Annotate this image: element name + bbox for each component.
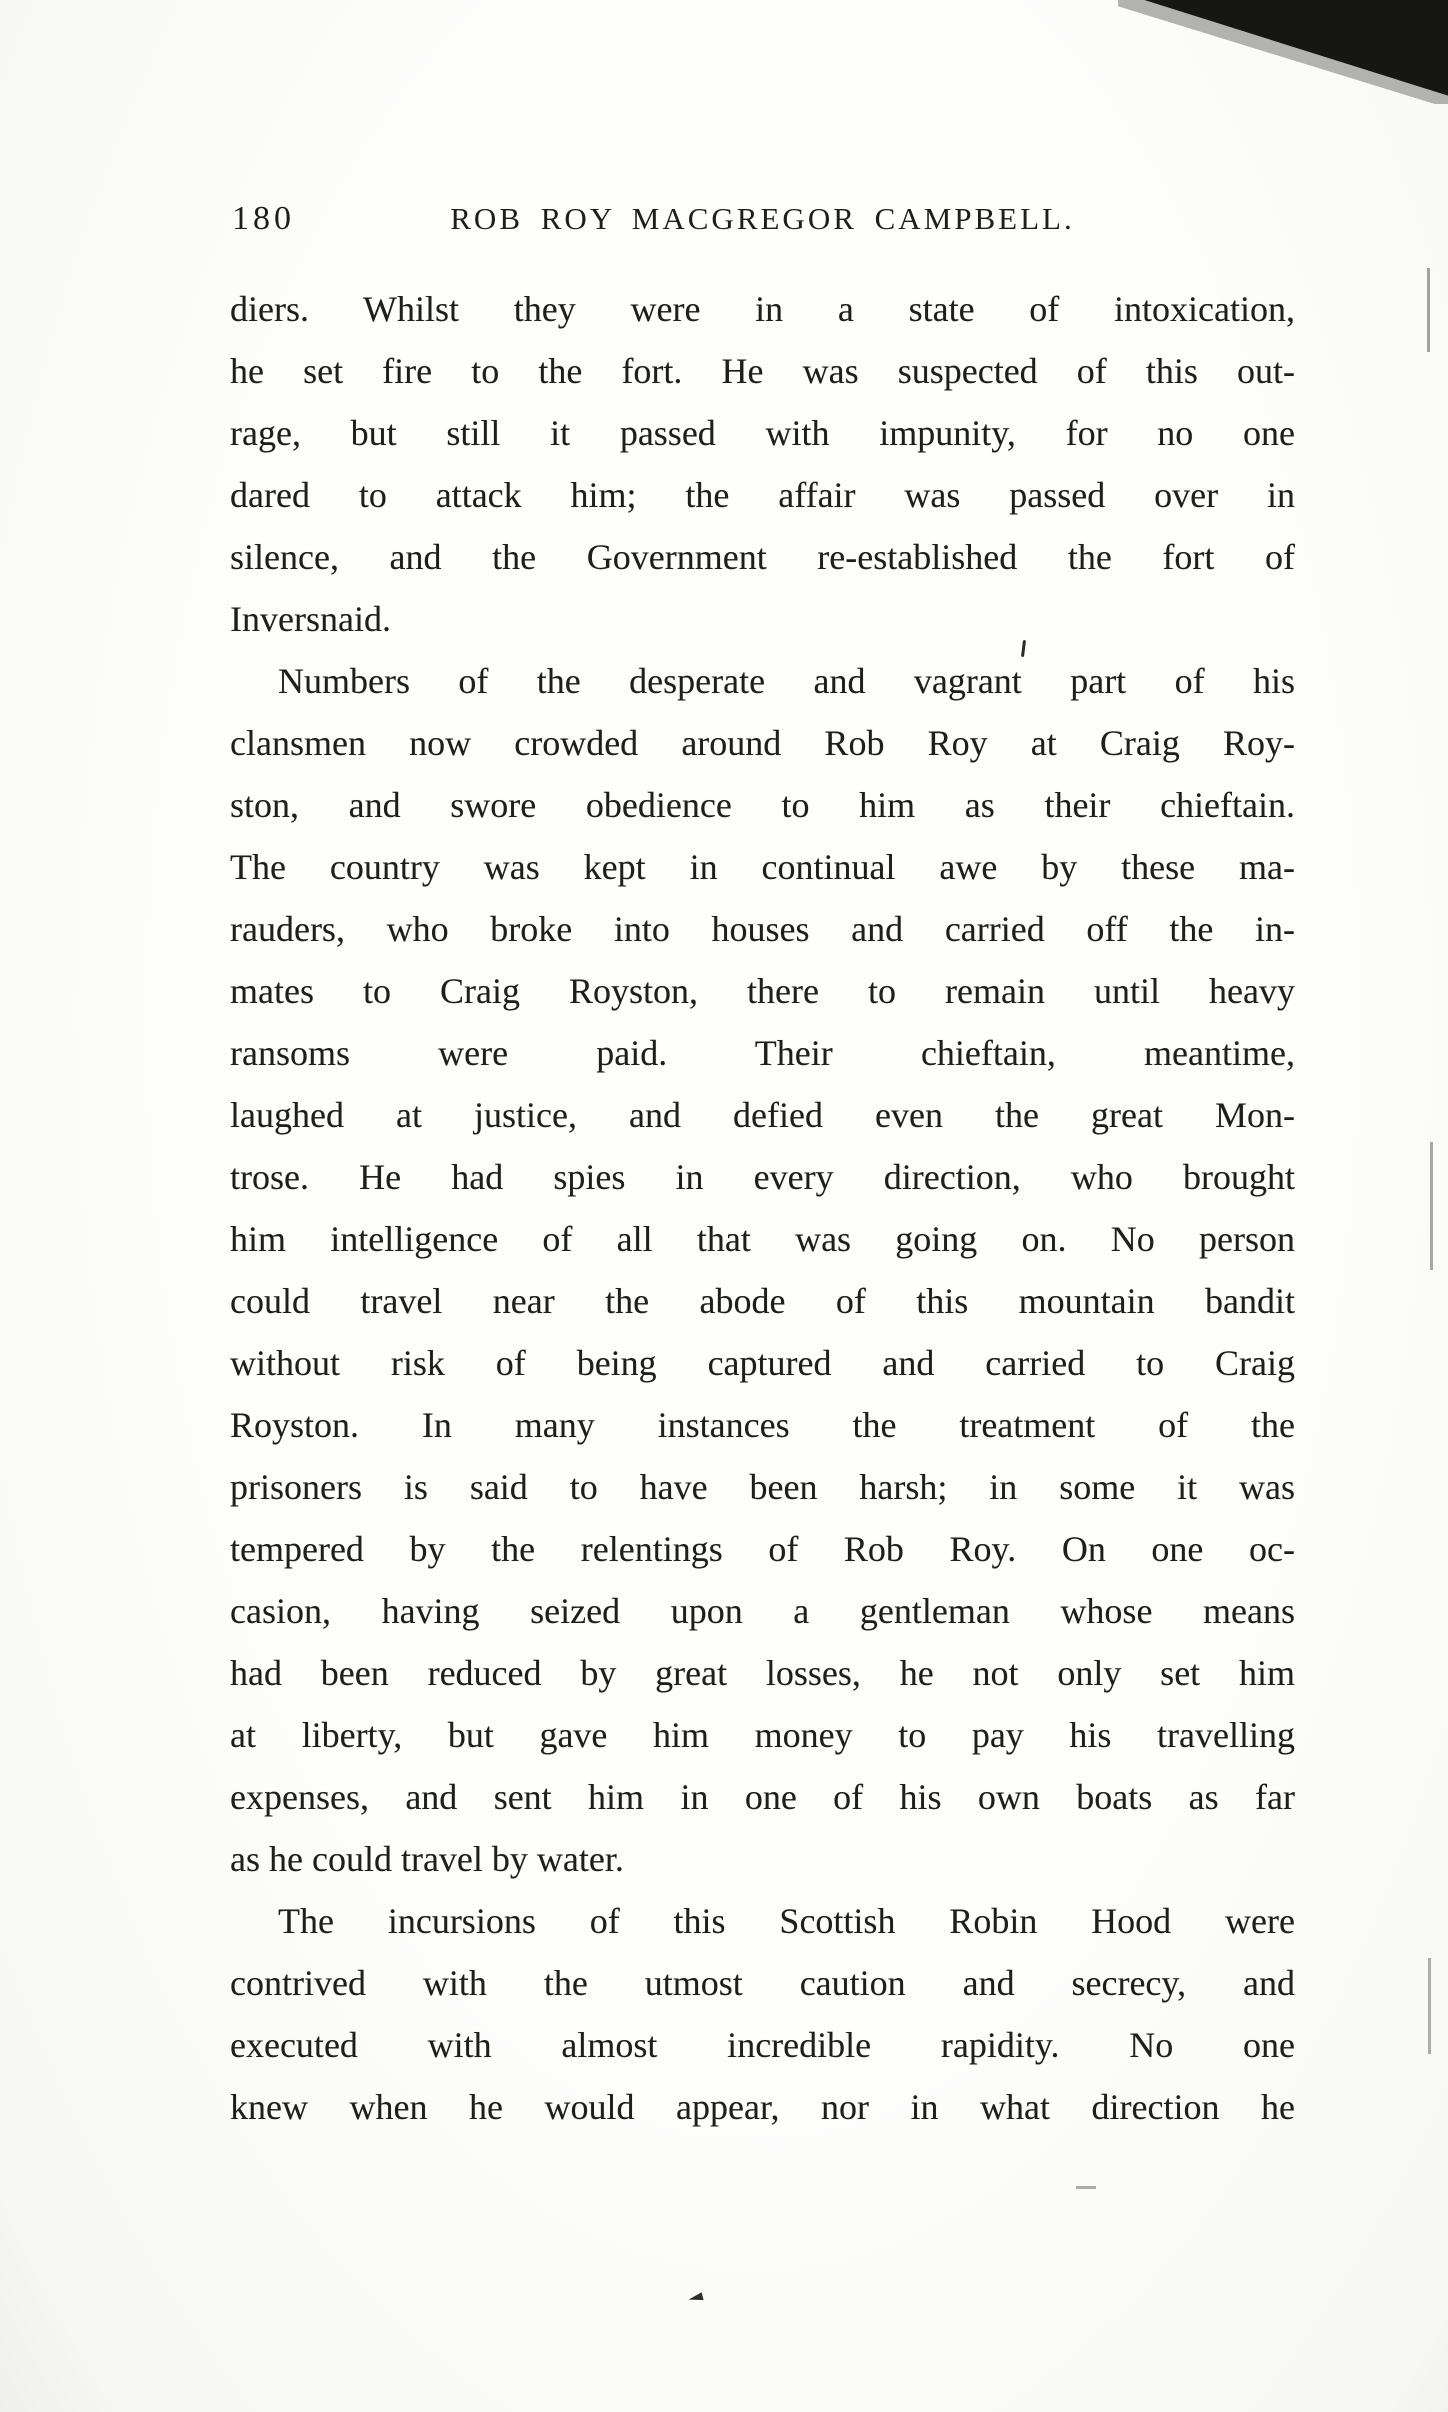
text-line: silence, and the Government re-established the fort of [230, 537, 1295, 577]
ink-ornament-mark: ◄ [685, 2286, 705, 2308]
text-block [230, 200, 1295, 2138]
text-line: expenses, and sent him in one of his own boats as far [230, 1777, 1295, 1817]
text-line: diers. Whilst they were in a state of intoxication, [230, 289, 1295, 329]
text-line: knew when he would appear, nor in what direction he [230, 2087, 1295, 2127]
text-line: clansmen now crowded around Rob Roy at Craig Roy- [230, 723, 1295, 763]
text-line: mates to Craig Royston, there to remain until heavy [230, 971, 1295, 1011]
text-line: Inversnaid. [230, 599, 391, 639]
paragraph [230, 278, 1295, 650]
text-line: The incursions of this Scottish Robin Hood were [278, 1901, 1295, 1941]
scan-edge-mark [1427, 268, 1430, 352]
text-line: tempered by the relentings of Rob Roy. On one oc- [230, 1529, 1295, 1569]
text-line: had been reduced by great losses, he not only set him [230, 1653, 1295, 1693]
text-line: rauders, who broke into houses and carried off the in- [230, 909, 1295, 949]
text-line: could travel near the abode of this mountain bandit [230, 1281, 1295, 1321]
text-line: laughed at justice, and defied even the great Mon- [230, 1095, 1295, 1135]
text-line: trose. He had spies in every direction, who brought [230, 1157, 1295, 1197]
text-line: ransoms were paid. Their chieftain, meantime, [230, 1033, 1295, 1073]
text-line: rage, but still it passed with impunity, for no one [230, 413, 1295, 453]
page-header [230, 200, 1295, 252]
scan-dash-mark [1076, 2186, 1096, 2189]
scan-edge-mark [1428, 1958, 1431, 2054]
text-line: Royston. In many instances the treatment of the [230, 1405, 1295, 1445]
text-line: as he could travel by water. [230, 1839, 624, 1879]
text-line: he set fire to the fort. He was suspected of this out- [230, 351, 1295, 391]
running-title: ROB ROY MACGREGOR CAMPBELL. [450, 201, 1075, 236]
text-line: prisoners is said to have been harsh; in some it was [230, 1467, 1295, 1507]
text-line: ston, and swore obedience to him as their chieftain. [230, 785, 1295, 825]
text-line: Numbers of the desperate and vagrant part of his [278, 661, 1295, 701]
text-line: contrived with the utmost caution and secrecy, and [230, 1963, 1295, 2003]
text-line: dared to attack him; the affair was passed over in [230, 475, 1295, 515]
scan-edge-mark [1430, 1142, 1433, 1270]
text-line: him intelligence of all that was going on. No person [230, 1219, 1295, 1259]
paragraph [230, 1890, 1295, 2138]
text-line: at liberty, but gave him money to pay his travelling [230, 1715, 1295, 1755]
paragraph [230, 650, 1295, 1890]
text-line: executed with almost incredible rapidity. No one [230, 2025, 1295, 2065]
text-line: without risk of being captured and carried to Craig [230, 1343, 1295, 1383]
page-body [230, 278, 1295, 2138]
text-line: casion, having seized upon a gentleman whose means [230, 1591, 1295, 1631]
text-line: The country was kept in continual awe by these ma- [230, 847, 1295, 887]
page-number: 180 [232, 200, 295, 237]
page-corner-shadow [1118, 0, 1448, 104]
